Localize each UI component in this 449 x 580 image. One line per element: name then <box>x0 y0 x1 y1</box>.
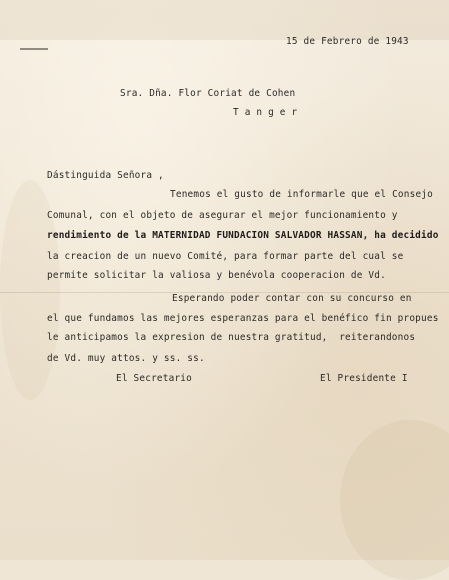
paper-stain <box>340 420 449 580</box>
body-line: Comunal, con el objeto de asegurar el mejor funcionamiento y <box>47 210 398 221</box>
body-line: permite solicitar la valiosa y benévola cooperacion de Vd. <box>47 270 386 281</box>
signatory-secretary: El Secretario <box>116 373 192 384</box>
body-line: le anticipamos la expresion de nuestra gratitud, reiterandonos <box>47 332 416 343</box>
body-line: Tenemos el gusto de informarle que el Consejo <box>170 189 433 200</box>
paper-stain <box>0 0 449 40</box>
addressee-name: Sra. Dña. Flor Coriat de Cohen <box>120 88 296 99</box>
addressee-city: T a n g e r <box>233 107 298 118</box>
body-line: el que fundamos las mejores esperanzas para el benéfico fin propues <box>47 313 439 324</box>
body-line: Esperando poder contar con su concurso en <box>172 293 412 304</box>
ink-mark <box>20 48 48 50</box>
signatory-president: El Presidente I <box>320 373 408 384</box>
salutation: Dástinguida Señora , <box>47 170 164 181</box>
body-line: de Vd. muy attos. y ss. ss. <box>47 353 205 364</box>
body-line: rendimiento de la MATERNIDAD FUNDACION SALVADOR HASSAN, ha decidido <box>47 230 439 241</box>
letter-date: 15 de Febrero de 1943 <box>286 36 409 47</box>
body-line: la creacion de un nuevo Comité, para formar parte del cual se <box>47 251 404 262</box>
